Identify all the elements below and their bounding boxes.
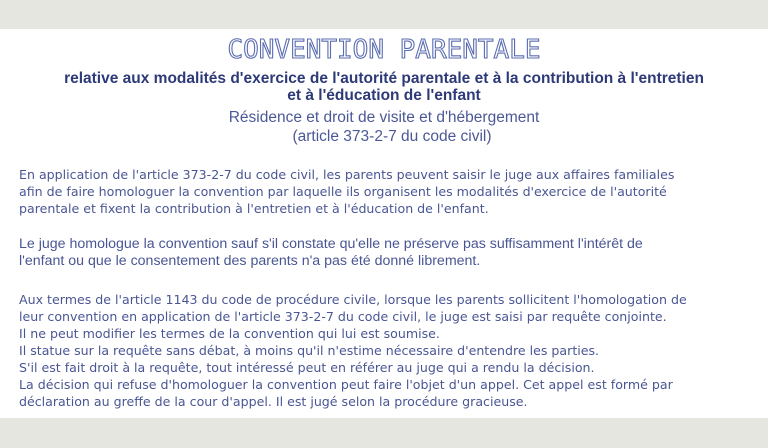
- paragraph-line: La décision qui refuse d'homologuer la convention peut faire l'objet d'un appel. Cet appel est formé par: [19, 377, 673, 392]
- paragraph-1: [19, 166, 759, 217]
- paragraph-line: déclaration au greffe de la cour d'appel. Il est jugé selon la procédure gracieuse.: [19, 394, 528, 409]
- document-title: CONVENTION PARENTALE: [227, 35, 541, 65]
- paragraph-line: Le juge homologue la convention sauf s'il constate qu'elle ne préserve pas suffisamment l'intérêt de: [19, 236, 643, 252]
- paragraph-line: En application de l'article 373-2-7 du code civil, les parents peuvent saisir le juge aux affaires familiales: [19, 167, 675, 182]
- paragraph-line: Aux termes de l'article 1143 du code de procédure civile, lorsque les parents sollicitent l'homologation de: [19, 292, 687, 307]
- paragraph-3: [19, 291, 759, 410]
- document-page: [0, 29, 768, 418]
- paragraph-2: [19, 236, 759, 270]
- paragraph-line: leur convention en application de l'article 373-2-7 du code civil, le juge est saisi par requête conjointe.: [19, 309, 667, 324]
- paragraph-line: S'il est fait droit à la requête, tout intéressé peut en référer au juge qui a rendu la décision.: [19, 360, 595, 375]
- section-heading: Résidence et droit de visite et d'hébergement: [228, 109, 540, 126]
- paragraph-line: Il ne peut modifier les termes de la convention qui lui est soumise.: [19, 326, 440, 341]
- document-subtitle: [0, 69, 768, 103]
- subtitle-line: et à l'éducation de l'enfant: [287, 87, 481, 104]
- article-reference: (article 373-2-7 du code civil): [292, 128, 492, 145]
- paragraph-line: l'enfant ou que le consentement des parents n'a pas été donné librement.: [19, 253, 481, 269]
- paragraph-line: afin de faire homologuer la convention par laquelle ils organisent les modalités d'exercice de l'autorité: [19, 184, 667, 199]
- paragraph-line: parentale et fixent la contribution à l'entretien et à l'éducation de l'enfant.: [19, 201, 489, 216]
- paragraph-line: Il statue sur la requête sans débat, à moins qu'il n'estime nécessaire d'entendre les parties.: [19, 343, 600, 358]
- subtitle-line: relative aux modalités d'exercice de l'autorité parentale et à la contribution à l'entretien: [64, 70, 704, 87]
